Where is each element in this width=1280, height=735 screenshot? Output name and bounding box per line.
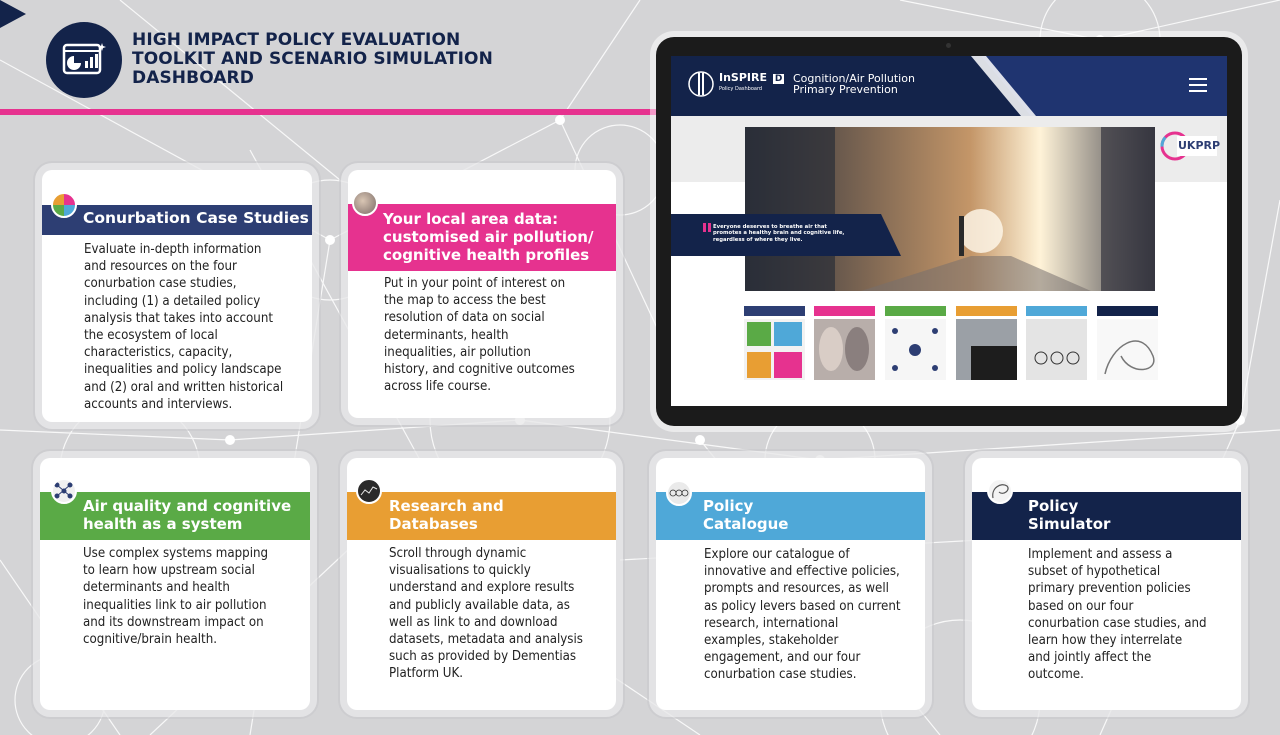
card-description-line: Platform UK. [389,666,463,682]
card-title-line: Your local area data: [383,210,559,228]
card-description-line: the ecosystem of local [84,328,218,344]
card-description-line: outcome. [1028,667,1084,683]
card-description-line: inequalities and policy landscape [84,362,282,378]
card-title-band [972,492,1241,540]
card-local-area-data[interactable] [348,170,616,418]
dashboard-subtitle [793,73,915,95]
card-description-line: history, and cognitive outcomes [384,362,575,378]
people-icon [352,190,378,216]
feature-tiles [744,306,1158,380]
quote-line: Everyone deserves to breathe air that [713,224,827,230]
inspire-logo-subtext: Policy Dashboard [719,86,763,92]
laptop-chart-icon [356,478,382,504]
card-title-line: health as a system [83,515,243,533]
card-description-line: datasets, metadata and analysis [389,632,583,648]
page-title-line-1: HIGH IMPACT POLICY EVALUATION [132,30,461,50]
card-description [384,275,575,395]
card-title: Conurbation Case Studies [83,209,309,227]
card-description-line: examples, stakeholder [704,633,839,649]
card-description-line: accounts and interviews. [84,396,233,412]
card-description-line: inequalities, air pollution [384,344,531,360]
card-title-line: Policy [1028,497,1079,515]
card-title-line: Air quality and cognitive [83,497,292,515]
card-conurbation-case-studies[interactable] [42,170,312,422]
dashboard-icon [46,22,122,98]
card-description-line: characteristics, capacity, [84,345,233,361]
swirl-icon [987,478,1013,504]
card-title-line: cognitive health profiles [383,246,590,264]
card-description-line: and its downstream impact on [83,614,264,630]
card-description-line: research, international [704,615,839,631]
card-description [83,545,268,648]
card-description-line: the map to access the best [384,293,546,309]
card-description-line: including (1) a detailed policy [84,293,261,309]
header-divider [0,109,665,115]
card-description-line: across life course. [384,379,492,395]
card-description-line: determinants, health [384,327,509,343]
subtitle-line: Primary Prevention [793,83,898,96]
card-description-line: Explore our catalogue of [704,547,850,562]
card-description-line: analysis that takes into account [84,310,273,326]
card-policy-catalogue[interactable] [656,458,925,710]
tablet-mockup [656,37,1242,426]
card-description-line: engagement, and our four [704,650,861,666]
card-description-line: innovative and effective policies, [704,564,900,580]
dashboard-screen [671,56,1227,406]
card-research-databases[interactable] [347,458,616,710]
card-description-line: as policy levers based on current [704,598,901,614]
hero-quote [713,224,844,243]
card-policy-simulator[interactable] [972,458,1241,710]
card-description-line: conurbation case studies. [704,667,857,683]
catalogue-icon [666,480,692,506]
card-description-line: Put in your point of interest on [384,276,566,291]
card-title-band [42,205,312,235]
card-title-line: Research and [389,497,504,515]
card-description-line: Scroll through dynamic [389,546,527,561]
inspire-logo-text: InSPIRE D [719,71,783,84]
card-description-line: Evaluate in-depth information [84,242,262,257]
card-description [84,241,283,413]
card-description-line: and resources on the four [84,259,237,275]
card-description-line: inequalities link to air pollution [83,597,267,613]
quote-line: regardless of where they live. [713,236,803,243]
card-description-line: conurbation case studies, [84,276,237,292]
card-description [1028,546,1207,684]
card-description-line: cognitive/brain health. [83,632,217,648]
card-description-line: visualisations to quickly [389,563,531,579]
card-title-line: Databases [389,515,478,533]
quote-line: promotes a healthy brain and cognitive life, [713,230,845,237]
globe-icon [51,192,77,218]
card-description-line: based on our four [1028,598,1134,614]
page-title-line-2: TOOLKIT AND SCENARIO SIMULATION [132,49,493,69]
card-description-line: resolution of data on social [384,310,545,326]
ukprp-label: UKPRP [1178,139,1221,152]
page-title-line-3: DASHBOARD [132,68,254,88]
card-description-line: understand and explore results [389,580,575,596]
card-title-line: customised air pollution/ [383,228,594,246]
card-description-line: Use complex systems mapping [83,546,269,561]
card-description-line: prompts and resources, as well [704,581,889,597]
card-description-line: and (2) oral and written historical [84,379,284,395]
page-title [132,31,493,88]
card-title-band [40,492,310,540]
card-description-line: learn how they interrelate [1028,633,1183,649]
card-title-line: Catalogue [703,515,789,533]
card-description [389,545,583,683]
card-description-line: subset of hypothetical [1028,564,1161,580]
card-description-line: and publicly available data, as [389,597,570,613]
card-description-line: and jointly affect the [1028,650,1152,666]
subtitle-line: Cognition/Air Pollution [793,72,915,85]
card-air-quality-system[interactable] [40,458,310,710]
card-title-band [656,492,925,540]
card-description-line: Implement and assess a [1028,547,1173,562]
card-title-line: Policy [703,497,754,515]
card-title-line: Simulator [1028,515,1111,533]
card-description [704,546,901,684]
card-description-line: such as provided by Dementias [389,649,577,665]
card-description-line: determinants and health [83,580,230,596]
card-description-line: to learn how upstream social [83,563,255,579]
card-title-band [347,492,616,540]
card-description-line: conurbation case studies, and [1028,615,1207,631]
corner-triangle [0,0,26,28]
camera-dot [946,43,951,48]
card-description-line: well as link to and download [389,614,558,630]
card-title-band [348,204,616,271]
card-description-line: primary prevention policies [1028,581,1191,597]
network-icon [51,478,77,504]
